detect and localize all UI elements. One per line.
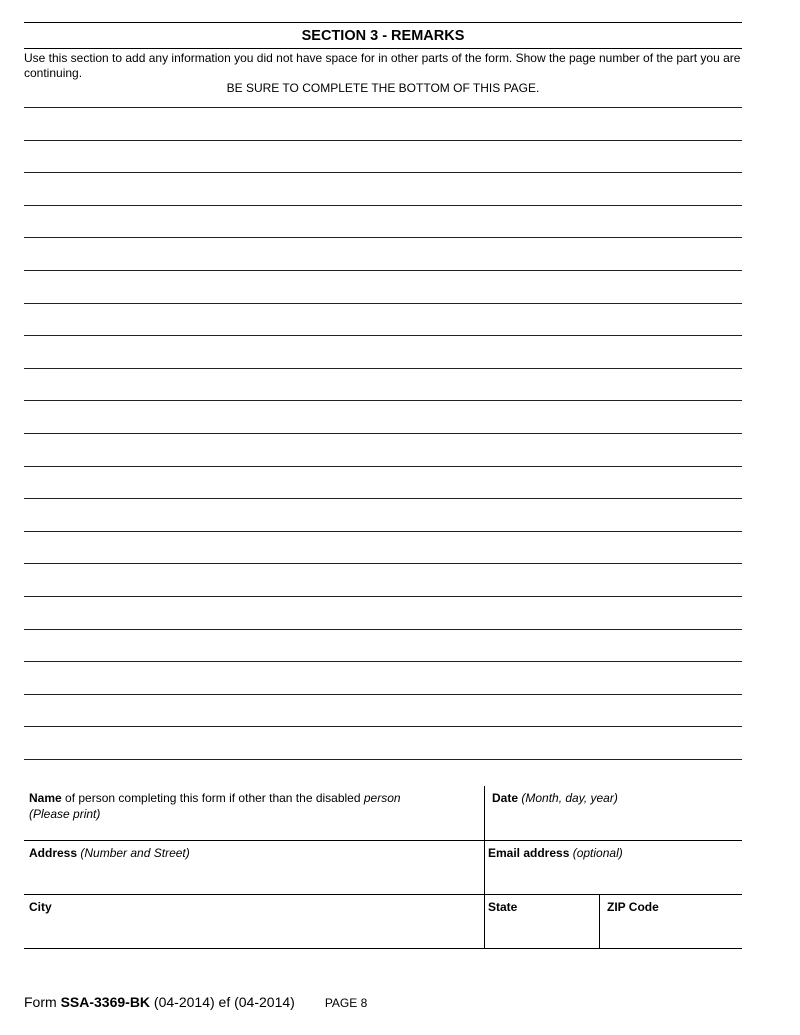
remark-line[interactable] xyxy=(24,596,742,597)
remark-line[interactable] xyxy=(24,498,742,499)
remarks-area[interactable] xyxy=(24,0,742,800)
city-field[interactable] xyxy=(24,895,485,949)
remark-line[interactable] xyxy=(24,759,742,760)
form-revision: (04-2014) ef (04-2014) xyxy=(150,994,295,1010)
remark-line[interactable] xyxy=(24,107,742,108)
remark-line[interactable] xyxy=(24,335,742,336)
section-title: SECTION 3 - REMARKS xyxy=(301,28,465,44)
remark-line[interactable] xyxy=(24,140,742,141)
name-field[interactable] xyxy=(24,786,485,841)
remark-line[interactable] xyxy=(24,303,742,304)
remark-line[interactable] xyxy=(24,466,742,467)
form-prefix: Form xyxy=(24,994,61,1010)
date-field[interactable] xyxy=(485,786,742,841)
remark-line[interactable] xyxy=(24,368,742,369)
remark-line[interactable] xyxy=(24,237,742,238)
remark-line[interactable] xyxy=(24,433,742,434)
page-number: PAGE 8 xyxy=(324,996,368,1010)
section-reminder: BE SURE TO COMPLETE THE BOTTOM OF THIS PAGE. xyxy=(226,81,540,95)
form-footer xyxy=(24,994,367,1010)
remark-line[interactable] xyxy=(24,629,742,630)
date-field-label: Date (Month, day, year) xyxy=(492,791,618,805)
remark-line[interactable] xyxy=(24,205,742,206)
remark-line[interactable] xyxy=(24,694,742,695)
city-field-label: City xyxy=(29,900,52,914)
remark-line[interactable] xyxy=(24,726,742,727)
zip-code-field[interactable] xyxy=(600,895,742,949)
remark-line[interactable] xyxy=(24,400,742,401)
section-instructions: Use this section to add any information you did not have space for in other parts of the form. Show the page number of the part you are continuing. xyxy=(24,51,741,80)
form-number: SSA-3369-BK xyxy=(60,994,151,1010)
remark-line[interactable] xyxy=(24,563,742,564)
address-field-label: Address (Number and Street) xyxy=(29,846,190,860)
state-field[interactable] xyxy=(485,895,600,949)
state-field-label: State xyxy=(488,900,518,914)
remark-line[interactable] xyxy=(24,270,742,271)
zip-code-field-label: ZIP Code xyxy=(607,900,659,914)
address-field[interactable] xyxy=(24,841,485,895)
email-field-label: Email address (optional) xyxy=(488,846,623,860)
name-field-label: Name of person completing this form if other than the disabled person (Please print) xyxy=(29,791,401,821)
remark-line[interactable] xyxy=(24,531,742,532)
remark-line[interactable] xyxy=(24,172,742,173)
email-field[interactable] xyxy=(485,841,742,895)
remark-line[interactable] xyxy=(24,661,742,662)
